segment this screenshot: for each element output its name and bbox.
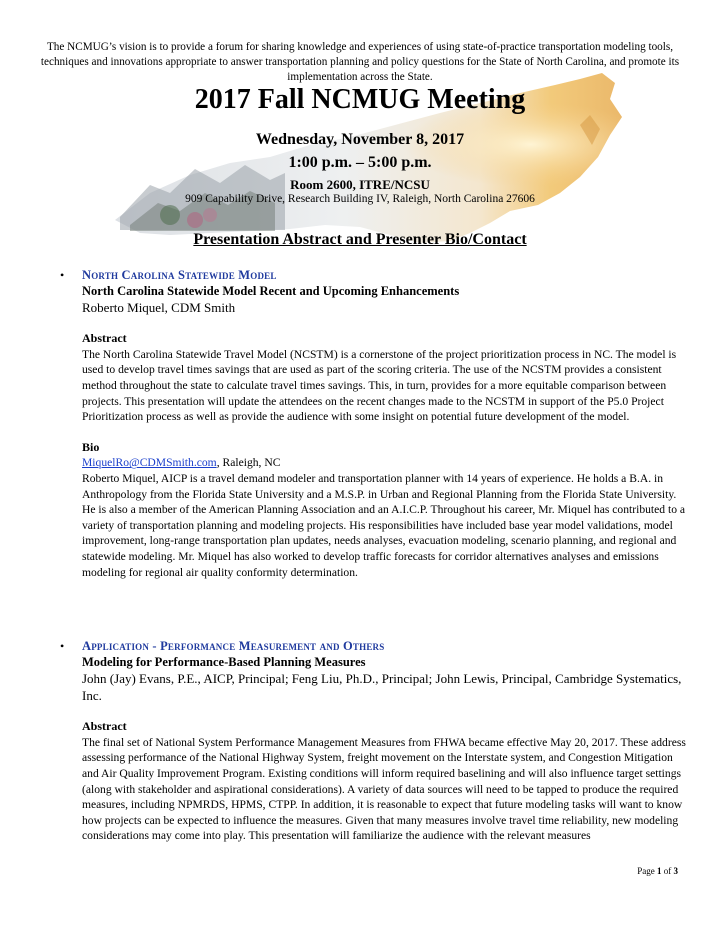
meeting-address: 909 Capability Drive, Research Building IV, Raleigh, North Carolina 27606 <box>185 193 535 205</box>
of-word: of <box>663 866 672 876</box>
page-total: 3 <box>673 866 678 876</box>
bullet-icon: • <box>60 268 65 282</box>
meeting-time: 1:00 p.m. – 5:00 p.m. <box>288 154 432 171</box>
meeting-room: Room 2600, ITRE/NCSU <box>290 177 430 192</box>
bio-label: Bio <box>82 439 100 454</box>
presenter-name: Roberto Miquel, CDM Smith <box>82 300 236 316</box>
presentation-item <box>60 268 692 580</box>
bullet-icon: • <box>60 639 65 653</box>
abstract-label: Abstract <box>82 719 127 734</box>
meeting-date: Wednesday, November 8, 2017 <box>255 131 465 148</box>
abstract-text: The North Carolina Statewide Travel Model (NCSTM) is a cornerstone of the project prioritization process in NC. The model is used to develop travel times savings that are used as part of the scoring criteria. The use of the NCSTM provides a consistent method throughout the state to calculate travel times savings. This, in turn, provides for a more equitable comparison between projects. This presentation will update the attendees on the recent changes made to the NCSTM in support of the P5.0 Project Prioritization process as well as provide the audience with some insight on potential future development of the model. <box>82 347 677 424</box>
vision-statement: The NCMUG’s vision is to provide a forum for sharing knowledge and experiences of using state-of-practice transportation modeling tools, techniques and innovations appropriate to answer transportation planning and policy questions for the State of North Carolina, and promote its implementation across the State. <box>40 41 680 83</box>
presentation-title: North Carolina Statewide Model Recent and Upcoming Enhancements <box>82 283 460 298</box>
presentation-item <box>60 639 692 844</box>
bio-contact <box>82 455 692 471</box>
page-word: Page <box>637 866 655 876</box>
abstract-label: Abstract <box>82 331 127 346</box>
presenter-email-link[interactable]: MiquelRo@CDMSmith.com <box>82 456 217 470</box>
bio-text: Roberto Miquel, AICP is a travel demand modeler and transportation planner with 14 years of experience. He holds a B.A. in Anthropology from the Florida State University and a M.S.P. in Urban and Regional Planning from the Florida State University. He is also a member of the American Planning Association and an A.I.C.P. Throughout his career, Mr. Miquel has contributed to a variety of transportation planning and modeling projects. His responsibilities have included base year model validations, model improvement, long-range transportation plan updates, needs analyses, evacuation modeling, scenario planning, and regional and statewide modeling. Mr. Miquel has also worked to develop traffic forecasts for corridor alternatives analyses and emissions modeling for regional air quality conformity determination. <box>82 471 686 579</box>
presentation-topic: North Carolina Statewide Model <box>82 268 277 282</box>
presenter-location: , Raleigh, NC <box>216 456 281 470</box>
page-number: 1 <box>657 866 662 876</box>
presentation-title: Modeling for Performance-Based Planning Measures <box>82 654 366 669</box>
presentation-topic: Application - Performance Measurement and Others <box>82 639 385 653</box>
presenter-name: John (Jay) Evans, P.E., AICP, Principal; Feng Liu, Ph.D., Principal; John Lewis, Principal, Cambridge Systematics, Inc. <box>82 671 682 704</box>
abstract-text: The final set of National System Performance Management Measures from FHWA became effective May 20, 2017. These address assessing performance of the National Highway System, freight movement on the Interstate system, and Congestion Mitigation and Air Quality Improvement Program. Existing conditions will inform required baselining and will also influence target settings (along with stakeholder and aspirational considerations). A variety of data sources will need to be tapped to produce the required measures, including NPMRDS, HPMS, CTPP. In addition, it is reasonable to expect that future modeling tasks will want to know how projects can be expected to influence the measures. Given that many measures involve travel time reliability, new modeling considerations may come into play. This presentation will familiarize the audience with the relevant measures <box>82 735 686 843</box>
page-footer <box>637 866 678 876</box>
page-title: 2017 Fall NCMUG Meeting <box>194 84 526 115</box>
section-heading: Presentation Abstract and Presenter Bio/Contact <box>193 231 527 248</box>
